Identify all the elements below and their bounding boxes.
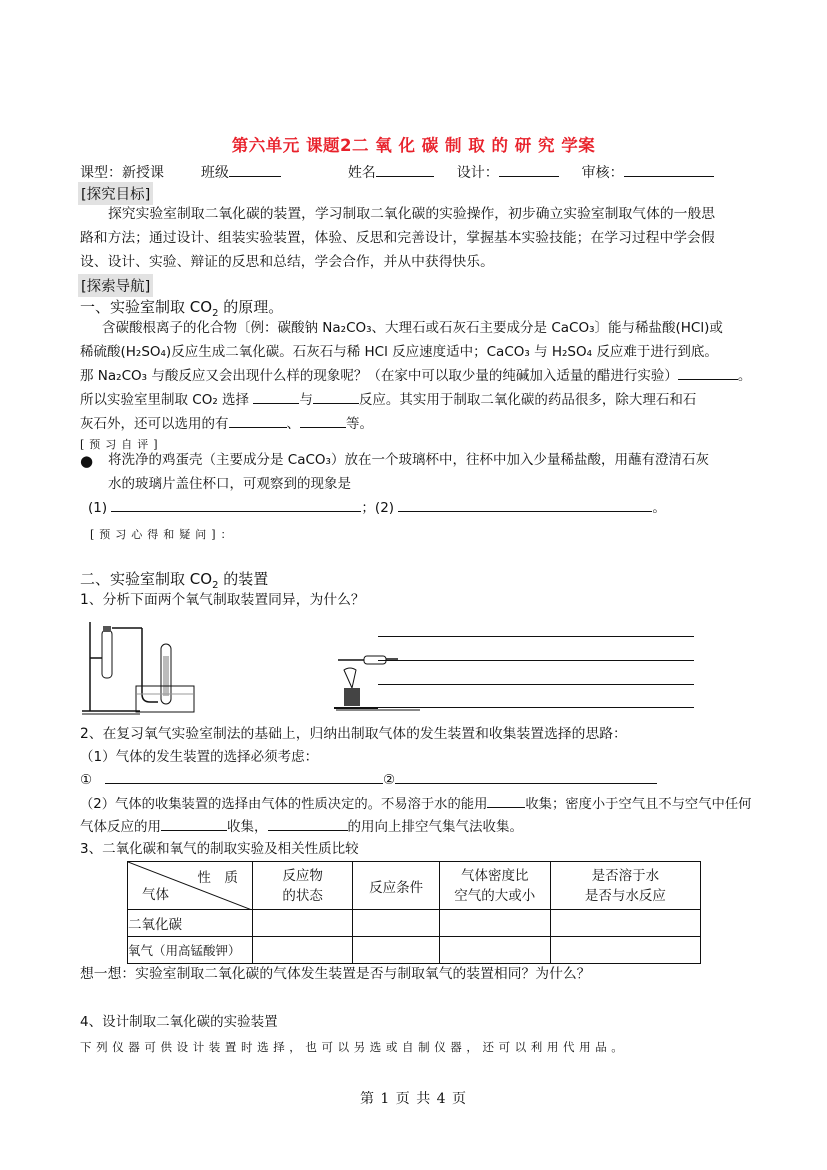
goal-heading: [探究目标] <box>78 182 153 205</box>
design-label: 设计： <box>456 165 499 181</box>
s1-para-5: 灰石外，还可以选用的有 、 等。 <box>80 412 373 437</box>
s1-para-1: 含碳酸根离子的化合物〔例：碳酸钠 Na₂CO₃、大理石或石灰石主要成分是 CaCO₃〕能与稀盐酸(HCl)或 <box>102 320 723 336</box>
header-reactant-state: 反应物 的状态 <box>252 862 352 910</box>
na2co3-phenomenon-field[interactable] <box>678 365 738 380</box>
factor-1-field[interactable] <box>105 769 383 784</box>
q2-2-line-2: 气体反应的用 收集， 的用向上排空气集气法收集。 <box>80 815 523 840</box>
reagent-2-field[interactable] <box>313 389 359 404</box>
section2-heading: 二、实验室制取 $CO_2$ 的装置 <box>80 570 269 591</box>
bullet-icon: ● <box>80 452 94 470</box>
class-field[interactable] <box>229 162 281 177</box>
q1-answer-line-2[interactable] <box>378 660 694 661</box>
q2-1-text: （1）气体的发生装置的选择必须考虑： <box>80 749 319 765</box>
section1-heading: 一、实验室制取 $CO_2$ 的原理。 <box>80 298 284 319</box>
header-reaction-condition: 反应条件 <box>353 862 440 910</box>
preview-heading: [预习自评] <box>80 438 163 451</box>
page-number: 第 1 页 共 4 页 <box>359 1091 468 1107</box>
cell-input[interactable] <box>252 937 352 964</box>
nav-heading: [探索导航] <box>78 274 153 297</box>
q4-text: 4、设计制取二氧化碳的实验装置 <box>80 1014 278 1030</box>
table-row <box>128 937 701 964</box>
cell-input[interactable] <box>550 937 700 964</box>
corner-top-label: 性 质 <box>197 870 238 886</box>
goal-text-1: 探究实验室制取二氧化碳的装置，学习制取二氧化碳的实验操作，初步确立实验室制取气体的一般思 <box>108 206 716 222</box>
q4-note: 下列仪器可供设计装置时选择，也可以另选或自制仪器，还可以利用代用品。 <box>80 1040 628 1054</box>
q2-2-line-1: （2）气体的收集装置的选择由气体的性质决定的。不易溶于水的能用 收集；密度小于空气且不与空气中任何 <box>80 792 751 817</box>
collect-condition-field[interactable] <box>268 816 348 831</box>
header-solubility: 是否溶于水 是否与水反应 <box>550 862 700 910</box>
cell-input[interactable] <box>353 910 440 937</box>
think-text: 想一想：实验室制取二氧化碳的气体发生装置是否与制取氧气的装置相同？为什么？ <box>80 966 591 982</box>
meta-row <box>80 162 714 182</box>
review-label: 审核： <box>581 165 624 181</box>
q1-text: 1、分析下面两个氧气制取装置同异，为什么？ <box>80 592 365 608</box>
factor-2-field[interactable] <box>395 769 657 784</box>
reagent-1-field[interactable] <box>253 389 299 404</box>
table-corner-cell <box>128 862 253 910</box>
name-field[interactable] <box>376 162 434 177</box>
design-field[interactable] <box>499 162 559 177</box>
q1-answer-line-3[interactable] <box>378 684 694 685</box>
cell-input[interactable] <box>550 910 700 937</box>
corner-bottom-label: 气体 <box>142 887 169 903</box>
page-title: 第六单元 课题2二 氧 化 碳 制 取 的 研 究 学案 <box>231 136 596 155</box>
header-density: 气体密度比 空气的大或小 <box>439 862 550 910</box>
row-label-co2: 二氧化碳 <box>128 910 253 937</box>
class-label: 班级 <box>200 165 229 181</box>
s1-para-4: 所以实验室里制取 CO₂ 选择 与 反应。其实用于制取二氧化碳的药品很多，除大理石和石 <box>80 388 696 413</box>
answer-2-field[interactable] <box>398 497 652 512</box>
s1-para-3: 那 Na₂CO₃ 与酸反应又会出现什么样的现象呢？（在家中可以取少量的纯碱加入适量的醋进行实验） 。 <box>80 364 751 389</box>
bullet-text-1: 将洗净的鸡蛋壳（主要成分是 CaCO₃）放在一个玻璃杯中，往杯中加入少量稀盐酸，用蘸有澄清石灰 <box>108 452 709 468</box>
questions-heading: [预习心得和疑问]： <box>90 528 237 541</box>
review-field[interactable] <box>624 162 714 177</box>
collect-method-1-field[interactable] <box>487 793 525 808</box>
answer-row: (1) ；(2) 。 <box>88 496 666 521</box>
cell-input[interactable] <box>439 937 550 964</box>
table-row <box>128 910 701 937</box>
collect-method-2-field[interactable] <box>161 816 227 831</box>
q3-text: 3、二氧化碳和氧气的制取实验及相关性质比较 <box>80 841 359 857</box>
name-label: 姓名 <box>347 165 376 181</box>
q1-answer-line-1[interactable] <box>378 636 694 637</box>
row-label-o2: 氧气（用高锰酸钾） <box>128 937 253 964</box>
course-type: 课型：新授课 <box>80 165 164 181</box>
answer-1-field[interactable] <box>111 497 361 512</box>
q1-answer-line-4[interactable] <box>378 707 694 708</box>
bullet-text-2: 水的玻璃片盖住杯口，可观察到的现象是 <box>108 476 351 492</box>
q2-text: 2、在复习氧气实验室制法的基础上，归纳出制取气体的发生装置和收集装置选择的思路： <box>80 726 627 742</box>
apparatus-figure-1 <box>80 618 210 718</box>
s1-para-2: 稀硫酸(H₂SO₄)反应生成二氧化碳。石灰石与稀 HCl 反应速度适中；CaCO₃ 与 H₂SO₄ 反应难于进行到底。 <box>80 344 718 360</box>
q2-1-answers: ① ② <box>80 768 657 793</box>
cell-input[interactable] <box>353 937 440 964</box>
cell-input[interactable] <box>252 910 352 937</box>
alt-reagent-1-field[interactable] <box>229 413 287 428</box>
goal-text-3: 设、设计、实验、辩证的反思和总结，学会合作，并从中获得快乐。 <box>80 254 494 270</box>
alt-reagent-2-field[interactable] <box>300 413 346 428</box>
goal-text-2: 路和方法；通过设计、组装实验装置，体验、反思和完善设计，掌握基本实验技能；在学习过程中学会假 <box>80 230 715 246</box>
comparison-table <box>127 861 701 964</box>
cell-input[interactable] <box>439 910 550 937</box>
